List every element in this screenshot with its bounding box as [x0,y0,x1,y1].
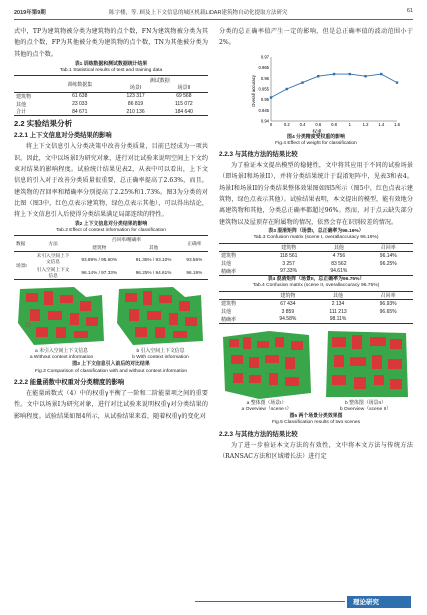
figure5-images [219,327,413,401]
chart-xtick-label: 1 [348,121,351,127]
running-title: 陈字楼，等. 顾及上下文信息的城区机载LiDAR建筑物自动化提取方法研究 [109,10,288,16]
paragraph-verify: 为了验证本文提出模型的稳健性，文中将其应用于不同的试验场景（即场景I和场景II），并将分类结果统计于混淆矩阵中，见表3和表4。场景I和场景II的分类结果整体效果图如图5所示（图5中，红色点表示建筑物，绿色点表示其他）。试验结果表明，本文提出的模型，能有效地分离建筑物和其他，分类总正确率都超过96%。然而，对于点云缺失部分建筑物以及屋顶存在附属物的情况，依然会存在识别较差的情况。 [219,162,413,226]
table-row: 建筑物 67 434 2 134 96.93% [221,300,397,308]
figure5-subcaptions [219,401,413,414]
chart-ytick-label: 0.95 [260,96,269,102]
chart-axis-lines [271,57,397,121]
chart-point [270,96,272,98]
figure5-caption-en: Fig.5 Classification results of two scenes [271,420,361,426]
page-number: 61 [406,8,413,14]
chart-ytick-label: 0.965 [258,64,269,70]
issue-label: 2019年第9期 [14,10,46,16]
table4-caption-en: Tab.4 Confusion matrix (scene II, overallaccuracy 96.75%) [252,283,380,289]
table-row: 精确率 94.58% 98.11% [221,316,347,323]
table4-caption: 表4 混淆矩阵（场景II，总正确率为96.75%） [267,276,365,282]
figure3b-caption-en: b With context information [132,355,189,361]
table1-col-test: 测试数据 [149,77,170,84]
table2-caption-en: Tab.2 Effect of context information for classification [55,227,166,233]
figure5a-pointcloud-image [219,327,314,401]
chart-xtick-label: 1.6 [394,121,400,127]
figure3a-pointcloud-image [14,283,109,349]
figure5-caption: 图5 两个场景分类效果图 [289,413,343,419]
figure4-line-chart [219,51,413,135]
table2: 数据 方法 召回率/精确率 正确率 建筑物 其他 场景I 未引入空间上下文信息 93.89% / 95.60% 91.35% / 93.10% 93.56% 引入空间上下文信息 96.14% / 97.33% 96.25% / 94.61% 96.19% [14,235,208,280]
figure3-caption-en: Fig.3 Comparison of classification with and without context information [34,368,188,374]
figure5a-caption-en: a Overview（scene I） [241,406,292,412]
figure3a-caption: a 未引入空间上下文信息 [35,349,88,355]
chart-xtick-label: 1.2 [362,121,369,127]
chart-xtick-label: 0.6 [315,121,322,127]
chart-point [364,75,366,77]
chart-point [380,72,382,74]
chart-point [349,72,351,74]
table3-caption-en: Tab.3 Confusion matrix (scene I, overallaccuracy 96.19%) [253,235,379,241]
subsection-heading-2-2-1: 2.2.1 上下文信息对分类结果的影响 [14,132,112,140]
chart-xtick-label: 0.2 [283,121,290,127]
chart-ytick-label: 0.96 [260,75,269,81]
table-row: 其他 23 033 86 819 115 072 [16,101,193,108]
chart-xtick-label: 1.4 [378,121,385,127]
table1-caption-en: Tab.1 Statistical results of test and training data [59,68,163,74]
chart-ytick-label: 0.955 [258,86,269,92]
table1-sub-scene2: 场景II [177,85,191,92]
chart-point [333,72,335,74]
table-row: 合计 84 671 210 136 184 640 [16,108,193,116]
figure5b-caption-en: b Overview（scene II） [339,406,392,412]
chart-xtick-label: 0.8 [331,121,337,127]
chart-ylabel: Overall accuracy [251,74,256,107]
table-row: 场景I 未引入空间上下文信息 93.89% / 95.60% 91.35% / 93.10% 93.56% [16,253,203,268]
table-row: 建筑物 61 638 123 317 69 568 [16,93,192,100]
chart-point [286,87,288,89]
figure5a-caption: a 整体图（场景I） [246,400,287,406]
figure3b-caption: b 引入空间上下文信息 [136,349,185,355]
figure5b-pointcloud-image [318,327,413,401]
figure3-images [14,283,208,349]
table1-sub-scene1: 场景I [129,85,142,92]
paragraph-context: 将上下文信息引入分类决策中改善分类质量，目前已经成为一项共识。因此，文中以场景I为研究对象，进行对比试验来说明空间上下文约束对结果的影响程度。试验统计结果见表2，从表中可以看出，上下文信息的引入对于改善分类质量很重要，总正确率提高了2.63%，而且，建筑物的召回率和精确率分别提高了2.25%和1.73%。图3为分类的对比图（图3中，红色点表示建筑物，绿色点表示其他），可以得出结论，将上下文信息引入后使得分类结果满足局部连续的特性。 [14,143,208,219]
right-column [219,26,413,462]
section-brand-badge [347,596,411,608]
subsection-heading-2-2-3: 2.2.3 与其他方法的结果比较 [219,151,298,159]
figure3a-caption-en: a Without context information [29,355,94,361]
table-row: 其他 3 257 83 562 96.25% [221,260,397,268]
chart-ytick-label: 0.97 [260,54,269,60]
subsection-heading-2-2-2: 2.2.2 能量函数中权重对分类精度的影响 [14,378,125,386]
left-column [14,26,208,422]
footer-rule [195,601,345,602]
chart-point [301,81,303,83]
chart-xlabel: 权重 [312,129,322,135]
figure4-caption: 图4 分类精度受权重的影响 [287,134,345,140]
figure4-caption-en: Fig.4 Effect of weight for classification [275,140,357,146]
paragraph-comparison: 为了进一步验证本文方法的有效性，文中将本文方法与传统方法（RANSAC方法和区域增长法）进行定 [219,441,413,460]
chart-xtick-label: 0 [269,121,273,127]
chart-point [396,81,398,83]
page-header [14,8,413,19]
subsection-heading-comparison: 2.2.3 与其他方法的结果比较 [219,430,298,438]
figure3-caption: 图3 上下文信息引入前后的对比结果 [72,362,150,368]
table1 [14,75,208,116]
table1-col-train: 训练数据集 [67,81,93,88]
chart-ytick-label: 0.945 [258,107,269,113]
header-rule [14,19,413,20]
chart-axes [271,57,397,121]
table2-caption: 表2 上下文信息对分类结果的影响 [74,221,148,227]
table3-caption: 表3 混淆矩阵（场景I，总正确率为96.19%） [268,228,364,234]
table4: 建筑物 其他 召回率 建筑物 67 434 2 134 96.93% 其他 3 859 111 213 96.65% 精确率 94.58% 98.11% [219,291,413,324]
paragraph-energy-weight: 在能量函数式（4）中的权重γ平衡了一阶和二阶能量项之间的重要性。文中以场景I为研究对象，进行对比试验来说明权重γ对分类结果的影响程度。试验结果如图4所示，从试验结果来看，随着权重γ的变化对 [14,389,208,420]
table1-caption: 表1 训练数据和测试数据统计结果 [74,61,148,67]
table-row: 精确率 97.33% 94.61% [221,268,348,275]
chart-point [317,75,319,77]
chart-ticks [259,54,401,127]
table-row: 其他 3 859 111 213 96.65% [221,308,397,316]
table-row: 引入空间上下文信息 96.14% / 97.33% 96.25% / 94.61% 96.19% [36,266,203,278]
table-row: 建筑物 118 561 4 756 96.14% [221,252,397,260]
paragraph-accuracy-range: 分类的总正确率值产生一定的影响，但是总正确率值的波动范围小于2%。 [219,28,413,47]
paragraph-tp-definition: 式中，TP为建筑物被分类为建筑物的点个数，FN为建筑物被分类为其他的点个数，FP为其他被分类为建筑物的点个数，TN为其他被分类为其他的点个数。 [14,28,208,58]
section-brand-label: 理论研究 [353,599,379,606]
figure3b-pointcloud-image [113,283,208,349]
chart-xtick-label: 0.4 [299,121,306,127]
chart-series-line [271,74,397,97]
chart-points [270,72,398,98]
figure3-subcaptions [14,349,208,362]
chart-ytick-label: 0.94 [260,118,269,124]
figure5b-caption: b 整体图（场景II） [344,400,387,406]
section-heading-2-2: 2.2 实验结果分析 [14,119,73,129]
table3: 建筑物 其他 召回率 建筑物 118 561 4 756 96.14% 其他 3 257 83 562 96.25% 精确率 97.33% 94.61% [219,243,413,276]
